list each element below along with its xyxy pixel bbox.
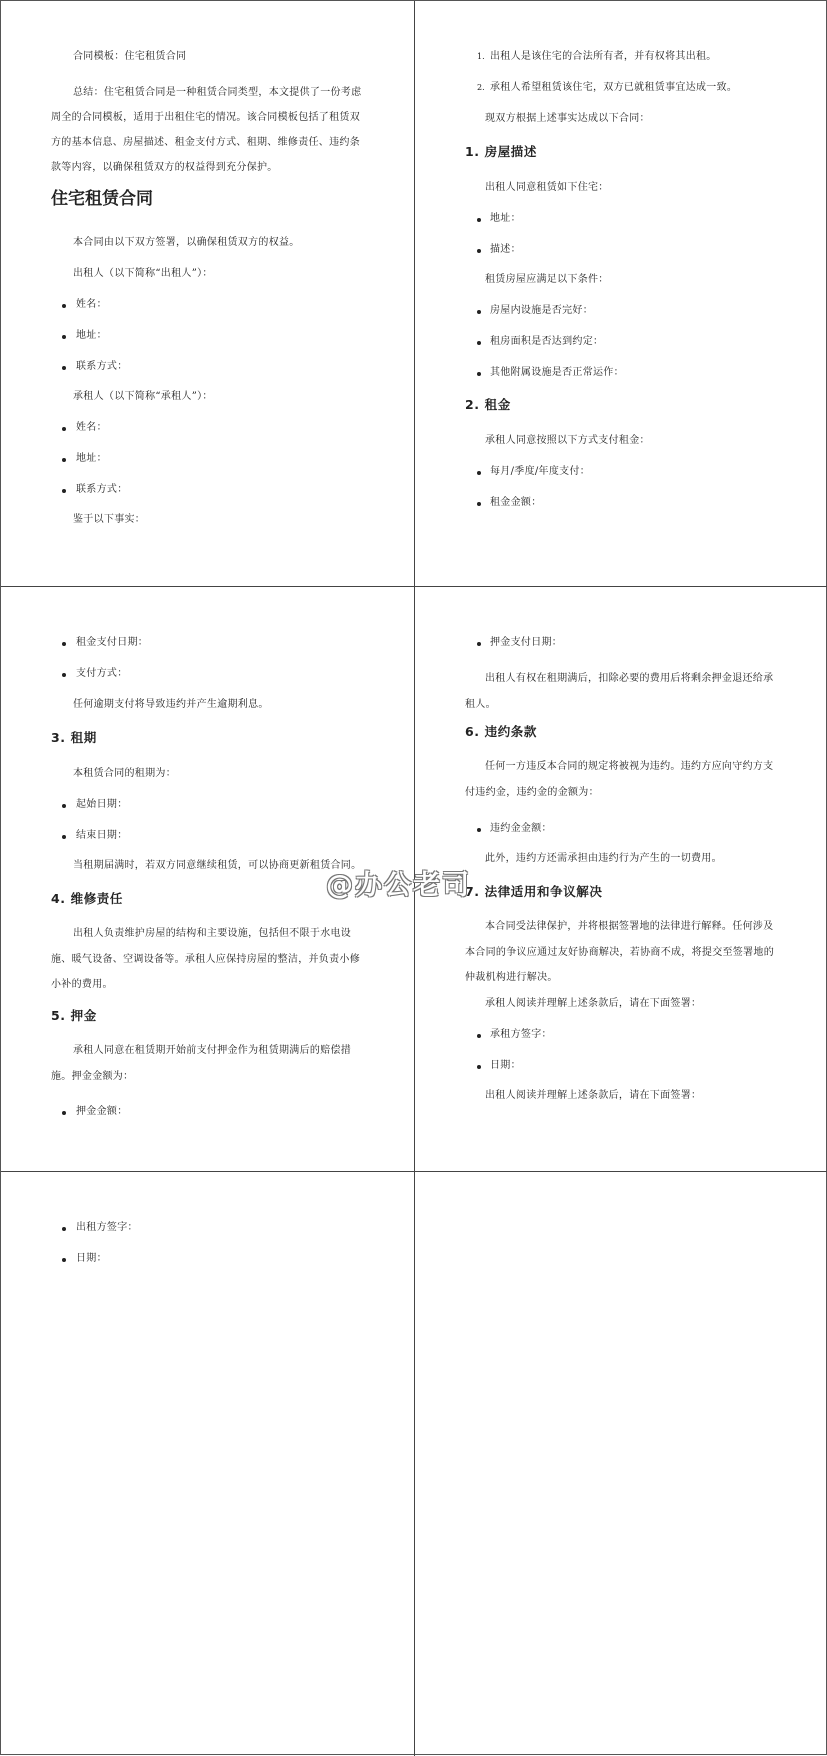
bullet-icon (477, 372, 481, 376)
list-item: 其他附属设施是否正常运作： (490, 367, 624, 378)
bullet-icon (62, 335, 66, 339)
paragraph: 承租人同意按照以下方式支付租金： (485, 435, 650, 446)
agree-text: 现双方根据上述事实达成以下合同： (485, 113, 650, 124)
section-heading: 7. 法律适用和争议解决 (465, 884, 603, 899)
list-item: 租房面积是否达到约定： (490, 336, 604, 347)
paragraph: 本合同受法律保护，并将根据签署地的法律进行解释。任何涉及本合同的争议应通过友好协商解决，若协商不成，将提交至签署地的仲裁机构进行解决。 (465, 921, 774, 983)
paragraph: 出租人同意租赁如下住宅： (485, 182, 609, 193)
paragraph: 出租人有权在租期满后，扣除必要的费用后将剩余押金退还给承租人。 (465, 673, 774, 710)
bullet-icon (477, 828, 481, 832)
bullet-icon (62, 642, 66, 646)
list-item: 地址： (76, 330, 107, 341)
bullet-icon (477, 341, 481, 345)
bullet-icon (62, 1227, 66, 1231)
section-heading: 3. 租期 (51, 730, 97, 745)
list-item: 日期： (76, 1253, 107, 1264)
paragraph: 本租赁合同的租期为： (73, 768, 176, 779)
list-item: 违约金金额： (490, 823, 552, 834)
list-item: 地址： (76, 453, 107, 464)
paragraph: 任何逾期支付将导致违约并产生逾期利息。 (73, 699, 269, 710)
list-item: 地址： (490, 213, 521, 224)
document-title: 住宅租赁合同 (51, 189, 153, 209)
page-1 (1, 1, 414, 586)
bullet-icon (62, 489, 66, 493)
paragraph: 出租人阅读并理解上述条款后，请在下面签署： (485, 1090, 702, 1101)
list-item: 姓名： (76, 299, 107, 310)
bullet-icon (62, 458, 66, 462)
summary-paragraph: 总结：住宅租赁合同是一种租赁合同类型，本文提供了一份考虑周全的合同模板，适用于出租住宅的情况。该合同模板包括了租赁双方的基本信息、房屋描述、租金支付方式、租期、维修责任、违约条款等内容，以确保租赁双方的权益得到充分保护。 (51, 87, 362, 173)
bullet-icon (477, 218, 481, 222)
section-heading: 4. 维修责任 (51, 891, 123, 906)
lessor-label: 出租人（以下简称“出租人”）： (73, 268, 213, 279)
list-item: 起始日期： (76, 799, 128, 810)
section-heading: 1. 房屋描述 (465, 144, 537, 159)
paragraph: 租赁房屋应满足以下条件： (485, 274, 609, 285)
template-label: 合同模板：住宅租赁合同 (73, 51, 187, 62)
paragraph: 此外，违约方还需承担由违约行为产生的一切费用。 (485, 853, 722, 864)
list-item: 房屋内设施是否完好： (490, 305, 593, 316)
bullet-icon (62, 1111, 66, 1115)
paragraph: 承租人阅读并理解上述条款后，请在下面签署： (485, 998, 702, 1009)
list-item: 押金支付日期： (490, 637, 563, 648)
list-item: 姓名： (76, 422, 107, 433)
list-item: 支付方式： (76, 668, 128, 679)
bullet-icon (62, 835, 66, 839)
intro-text: 本合同由以下双方签署，以确保租赁双方的权益。 (73, 237, 300, 248)
bullet-icon (62, 366, 66, 370)
bullet-icon (477, 502, 481, 506)
list-item: 联系方式： (76, 484, 128, 495)
bullet-icon (477, 310, 481, 314)
list-item: 承租人希望租赁该住宅，双方已就租赁事宜达成一致。 (490, 82, 738, 93)
bullet-icon (62, 804, 66, 808)
list-number: 2. (477, 83, 485, 92)
list-item: 描述： (490, 244, 521, 255)
list-item: 出租人是该住宅的合法所有者，并有权将其出租。 (490, 51, 717, 62)
page-6 (415, 1172, 827, 1756)
bullet-icon (62, 304, 66, 308)
bullet-icon (477, 471, 481, 475)
list-number: 1. (477, 52, 485, 61)
paragraph: 出租人负责维护房屋的结构和主要设施，包括但不限于水电设施、暖气设备、空调设备等。承租人应保持房屋的整洁，并负责小修小补的费用。 (51, 928, 360, 990)
section-heading: 6. 违约条款 (465, 724, 537, 739)
bullet-icon (477, 1034, 481, 1038)
bullet-icon (62, 427, 66, 431)
section-heading: 2. 租金 (465, 397, 511, 412)
list-item: 每月/季度/年度支付： (490, 466, 591, 477)
bullet-icon (477, 642, 481, 646)
paragraph: 任何一方违反本合同的规定将被视为违约。违约方应向守约方支付违约金，违约金的金额为： (465, 761, 774, 798)
list-item: 出租方签字： (76, 1222, 138, 1233)
bullet-icon (62, 1258, 66, 1262)
section-heading: 5. 押金 (51, 1008, 97, 1023)
page-5 (1, 1172, 414, 1756)
page-2 (415, 1, 827, 586)
list-item: 押金金额： (76, 1106, 128, 1117)
paragraph: 当租期届满时，若双方同意继续租赁，可以协商更新租赁合同。 (73, 860, 362, 871)
list-item: 承租方签字： (490, 1029, 552, 1040)
paragraph: 承租人同意在租赁期开始前支付押金作为租赁期满后的赔偿措施。押金金额为： (51, 1045, 352, 1082)
list-item: 联系方式： (76, 361, 128, 372)
bullet-icon (477, 1065, 481, 1069)
watermark: @办公老司 (326, 870, 471, 901)
list-item: 租金金额： (490, 497, 542, 508)
list-item: 日期： (490, 1060, 521, 1071)
bullet-icon (62, 673, 66, 677)
lessee-label: 承租人（以下简称“承租人”）： (73, 391, 213, 402)
list-item: 租金支付日期： (76, 637, 149, 648)
page-4 (415, 587, 827, 1171)
bullet-icon (477, 249, 481, 253)
list-item: 结束日期： (76, 830, 128, 841)
whereas-text: 鉴于以下事实： (73, 514, 146, 525)
